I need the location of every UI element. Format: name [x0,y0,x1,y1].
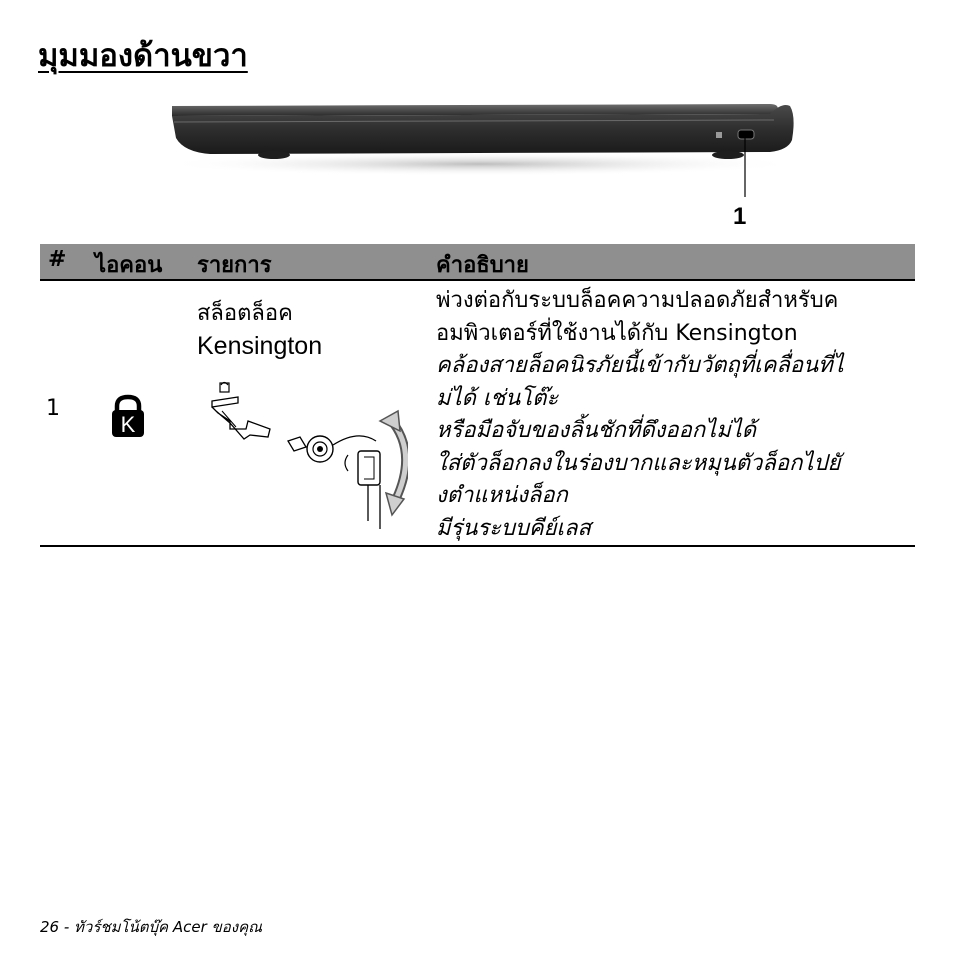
page-footer: 26 - ทัวร์ชมโน้ตบุ๊ค Acer ของคุณ [40,918,263,936]
callout-number: 1 [733,203,747,230]
note-line-5: งตำแหน่งล็อก [436,483,568,508]
note-line-3: หรือมือจับของลิ้นชักที่ดึงออกไม่ได้ [436,418,757,443]
table-row [40,281,915,547]
header-item: รายการ [197,253,272,278]
kensington-lock-icon [110,394,146,442]
row-number: 1 [46,396,60,421]
description-line-1: พ่วงต่อกับระบบล็อคความปลอดภัยสำหรับค [436,288,839,313]
note-line-4: ใส่ตัวล็อกลงในร่องบากและหมุนตัวล็อกไปยั [436,450,841,476]
kensington-lock-illustration [208,381,408,531]
description-line-2: อมพิวเตอร์ที่ใช้งานได้กับ Kensington [436,320,798,346]
item-name-line-2: Kensington [197,332,323,360]
header-description: คำอธิบาย [436,253,529,278]
note-line-6: มีรุ่นระบบคีย์เลส [436,515,591,541]
item-name [197,297,322,363]
note-line-1: คล้องสายล็อคนิรภัยนี้เข้ากับวัตถุที่เคลื่อนที่ไ [436,353,844,378]
laptop-right-side-image [150,92,820,242]
note-line-2: ม่ได้ เช่นโต๊ะ [436,385,559,411]
svg-text:K: K [120,412,136,437]
item-name-line-1: สล็อตล็อค [197,301,293,326]
page-title: มุมมองด้านขวา [38,38,248,74]
item-description [436,285,844,545]
table-header [40,244,915,281]
header-icon: ไอคอน [95,253,163,278]
header-number: # [48,247,67,272]
